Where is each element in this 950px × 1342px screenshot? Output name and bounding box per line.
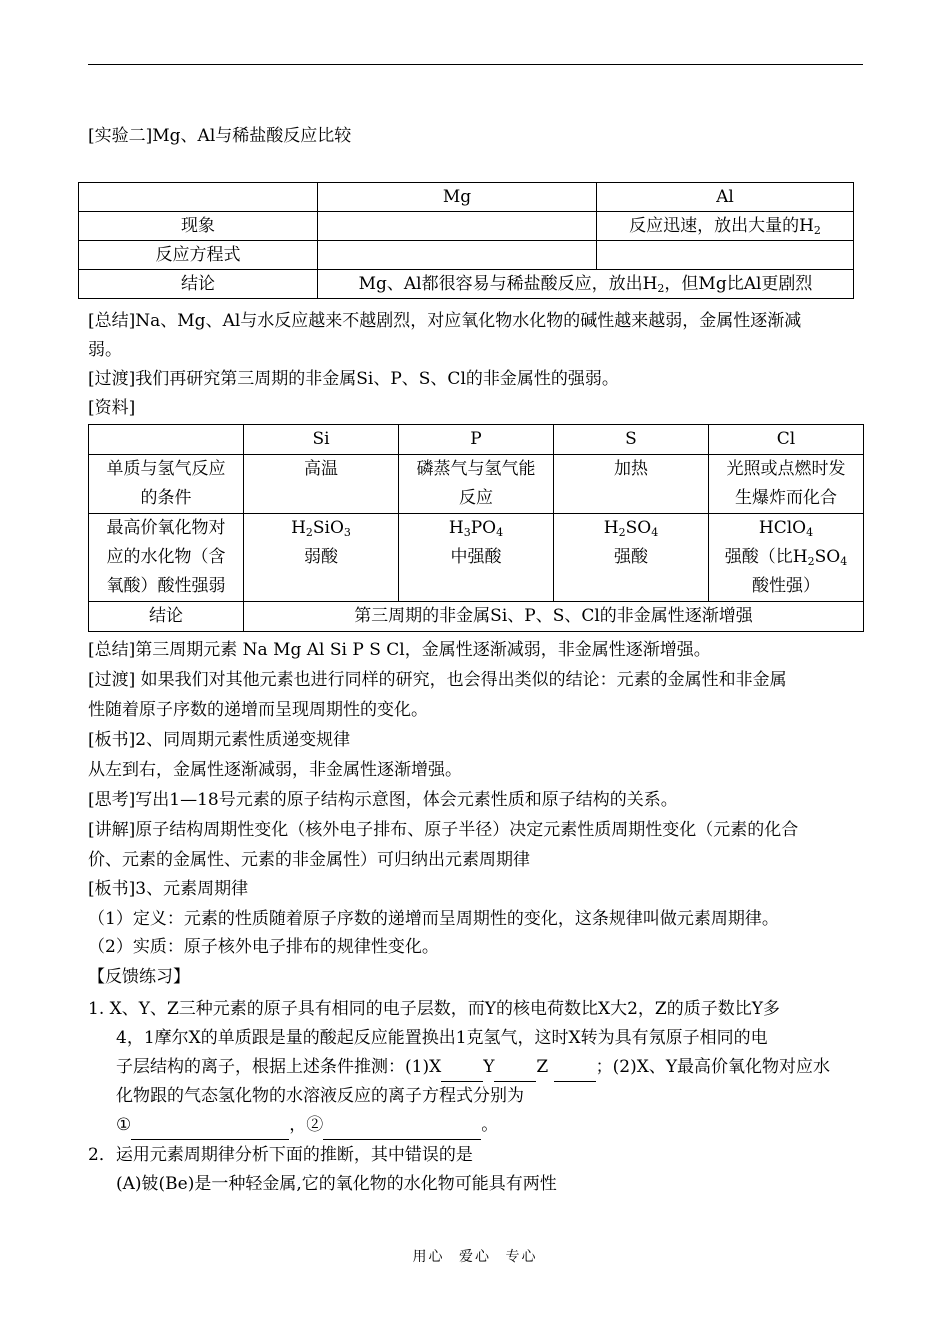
row-label-acidity: 最高价氧化物对 应的水化物（含 氧酸）酸性强弱 (89, 514, 244, 602)
si-condition: 高温 (244, 455, 399, 514)
p-acid: $H_3PO_4$ 中强酸 (399, 514, 554, 602)
p-condition: 磷蒸气与氢气能 反应 (399, 455, 554, 514)
explain-line-1: [讲解]原子结构周期性变化（核外电子排布、原子半径）决定元素性质周期性变化（元素的化合 (88, 820, 799, 840)
cl-acid: HClO$_4$ 强酸（比$H_2SO_4$ 酸性强） (709, 514, 864, 602)
summary-1-line-2: 弱。 (88, 340, 122, 360)
question-1-line-5: ① ，② 。 (116, 1110, 896, 1140)
transition-1: [过渡]我们再研究第三周期的非金属Si、P、S、Cl的非金属性的强弱。 (88, 369, 619, 389)
row-label-conclusion-2: 结论 (89, 602, 244, 632)
transition-2-line-2: 性随着原子序数的递增而呈现周期性的变化。 (88, 700, 428, 720)
header-cl: Cl (709, 425, 864, 455)
think-note: [思考]写出1—18号元素的原子结构示意图，体会元素性质和原子结构的关系。 (88, 790, 678, 810)
summary-1-line-1: [总结]Na、Mg、Al与水反应越来不越剧烈，对应氧化物水化物的碱性越来越弱，金属性逐渐减 (88, 311, 802, 331)
definition: （1）定义：元素的性质随着原子序数的递增而呈周期性的变化，这条规律叫做元素周期律。 (88, 909, 779, 929)
question-1-line-1: 1. X、Y、Z三种元素的原子具有相同的电子层数，而Y的核电荷数比X大2，Z的质子数比Y多 (88, 999, 780, 1019)
board-note-3: [板书]3、元素周期律 (88, 879, 249, 899)
blank-y[interactable] (494, 1061, 536, 1082)
header-si: Si (244, 425, 399, 455)
header-mg: Mg (318, 183, 597, 212)
s-condition: 加热 (554, 455, 709, 514)
al-phenomenon: 反应迅速，放出大量的$H_2$ (597, 212, 854, 241)
header-p: P (399, 425, 554, 455)
question-1-line-2: 4，1摩尔X的单质跟是量的酸起反应能置换出1克氢气，这时X转为具有氖原子相同的电 (116, 1028, 768, 1048)
blank-z[interactable] (554, 1061, 596, 1082)
summary-2: [总结]第三周期元素 Na Mg Al Si P S Cl，金属性逐渐减弱，非金属性逐渐增强。 (88, 640, 711, 660)
header-al: Al (597, 183, 854, 212)
explain-line-2: 价、元素的金属性、元素的非金属性）可归纳出元素周期律 (88, 850, 530, 870)
experiment-2-title: [实验二]Mg、Al与稀盐酸反应比较 (88, 126, 352, 146)
conclusion-2-cell: 第三周期的非金属Si、P、S、Cl的非金属性逐渐增强 (244, 602, 864, 632)
cl-condition: 光照或点燃时发 生爆炸而化合 (709, 455, 864, 514)
question-1-line-4: 化物跟的气态氢化物的水溶液反应的离子方程式分别为 (116, 1086, 524, 1106)
board-note-2: [板书]2、同周期元素性质递变规律 (88, 730, 351, 750)
question-2: 2．运用元素周期律分析下面的推断，其中错误的是 (88, 1145, 473, 1165)
blank-equation-1[interactable] (131, 1119, 289, 1140)
board-note-2-text: 从左到右，金属性逐渐减弱，非金属性逐渐增强。 (88, 760, 462, 780)
row-label-conclusion: 结论 (79, 270, 318, 299)
question-1-line-3: 子层结构的离子，根据上述条件推测：(1)X Y Z ；(2)X、Y最高价氧化物对应水 (116, 1052, 896, 1082)
data-title: [资料] (88, 398, 136, 418)
blank-equation-2[interactable] (323, 1119, 481, 1140)
header-rule (88, 64, 863, 65)
conclusion-cell: Mg、Al都很容易与稀盐酸反应，放出$H_2$，但Mg比Al更剧烈 (318, 270, 854, 299)
essence: （2）实质：原子核外电子排布的规律性变化。 (88, 937, 439, 957)
s-acid: $H_2SO_4$ 强酸 (554, 514, 709, 602)
practice-title: 【反馈练习】 (88, 967, 190, 987)
page-footer: 用心 爱心 专心 (412, 1249, 538, 1265)
blank-x[interactable] (441, 1061, 483, 1082)
row-label-equation: 反应方程式 (79, 241, 318, 270)
nonmetal-table (88, 424, 864, 632)
row-label-phenomenon: 现象 (79, 212, 318, 241)
si-acid: $H_2SiO_3$ 弱酸 (244, 514, 399, 602)
mg-al-comparison-table (78, 182, 854, 299)
header-s: S (554, 425, 709, 455)
transition-2-line-1: [过渡] 如果我们对其他元素也进行同样的研究，也会得出类似的结论：元素的金属性和非金属 (88, 670, 787, 690)
question-2-option-a: (A)铍(Be)是一种轻金属,它的氧化物的水化物可能具有两性 (116, 1174, 557, 1194)
row-label-condition: 单质与氢气反应 的条件 (89, 455, 244, 514)
